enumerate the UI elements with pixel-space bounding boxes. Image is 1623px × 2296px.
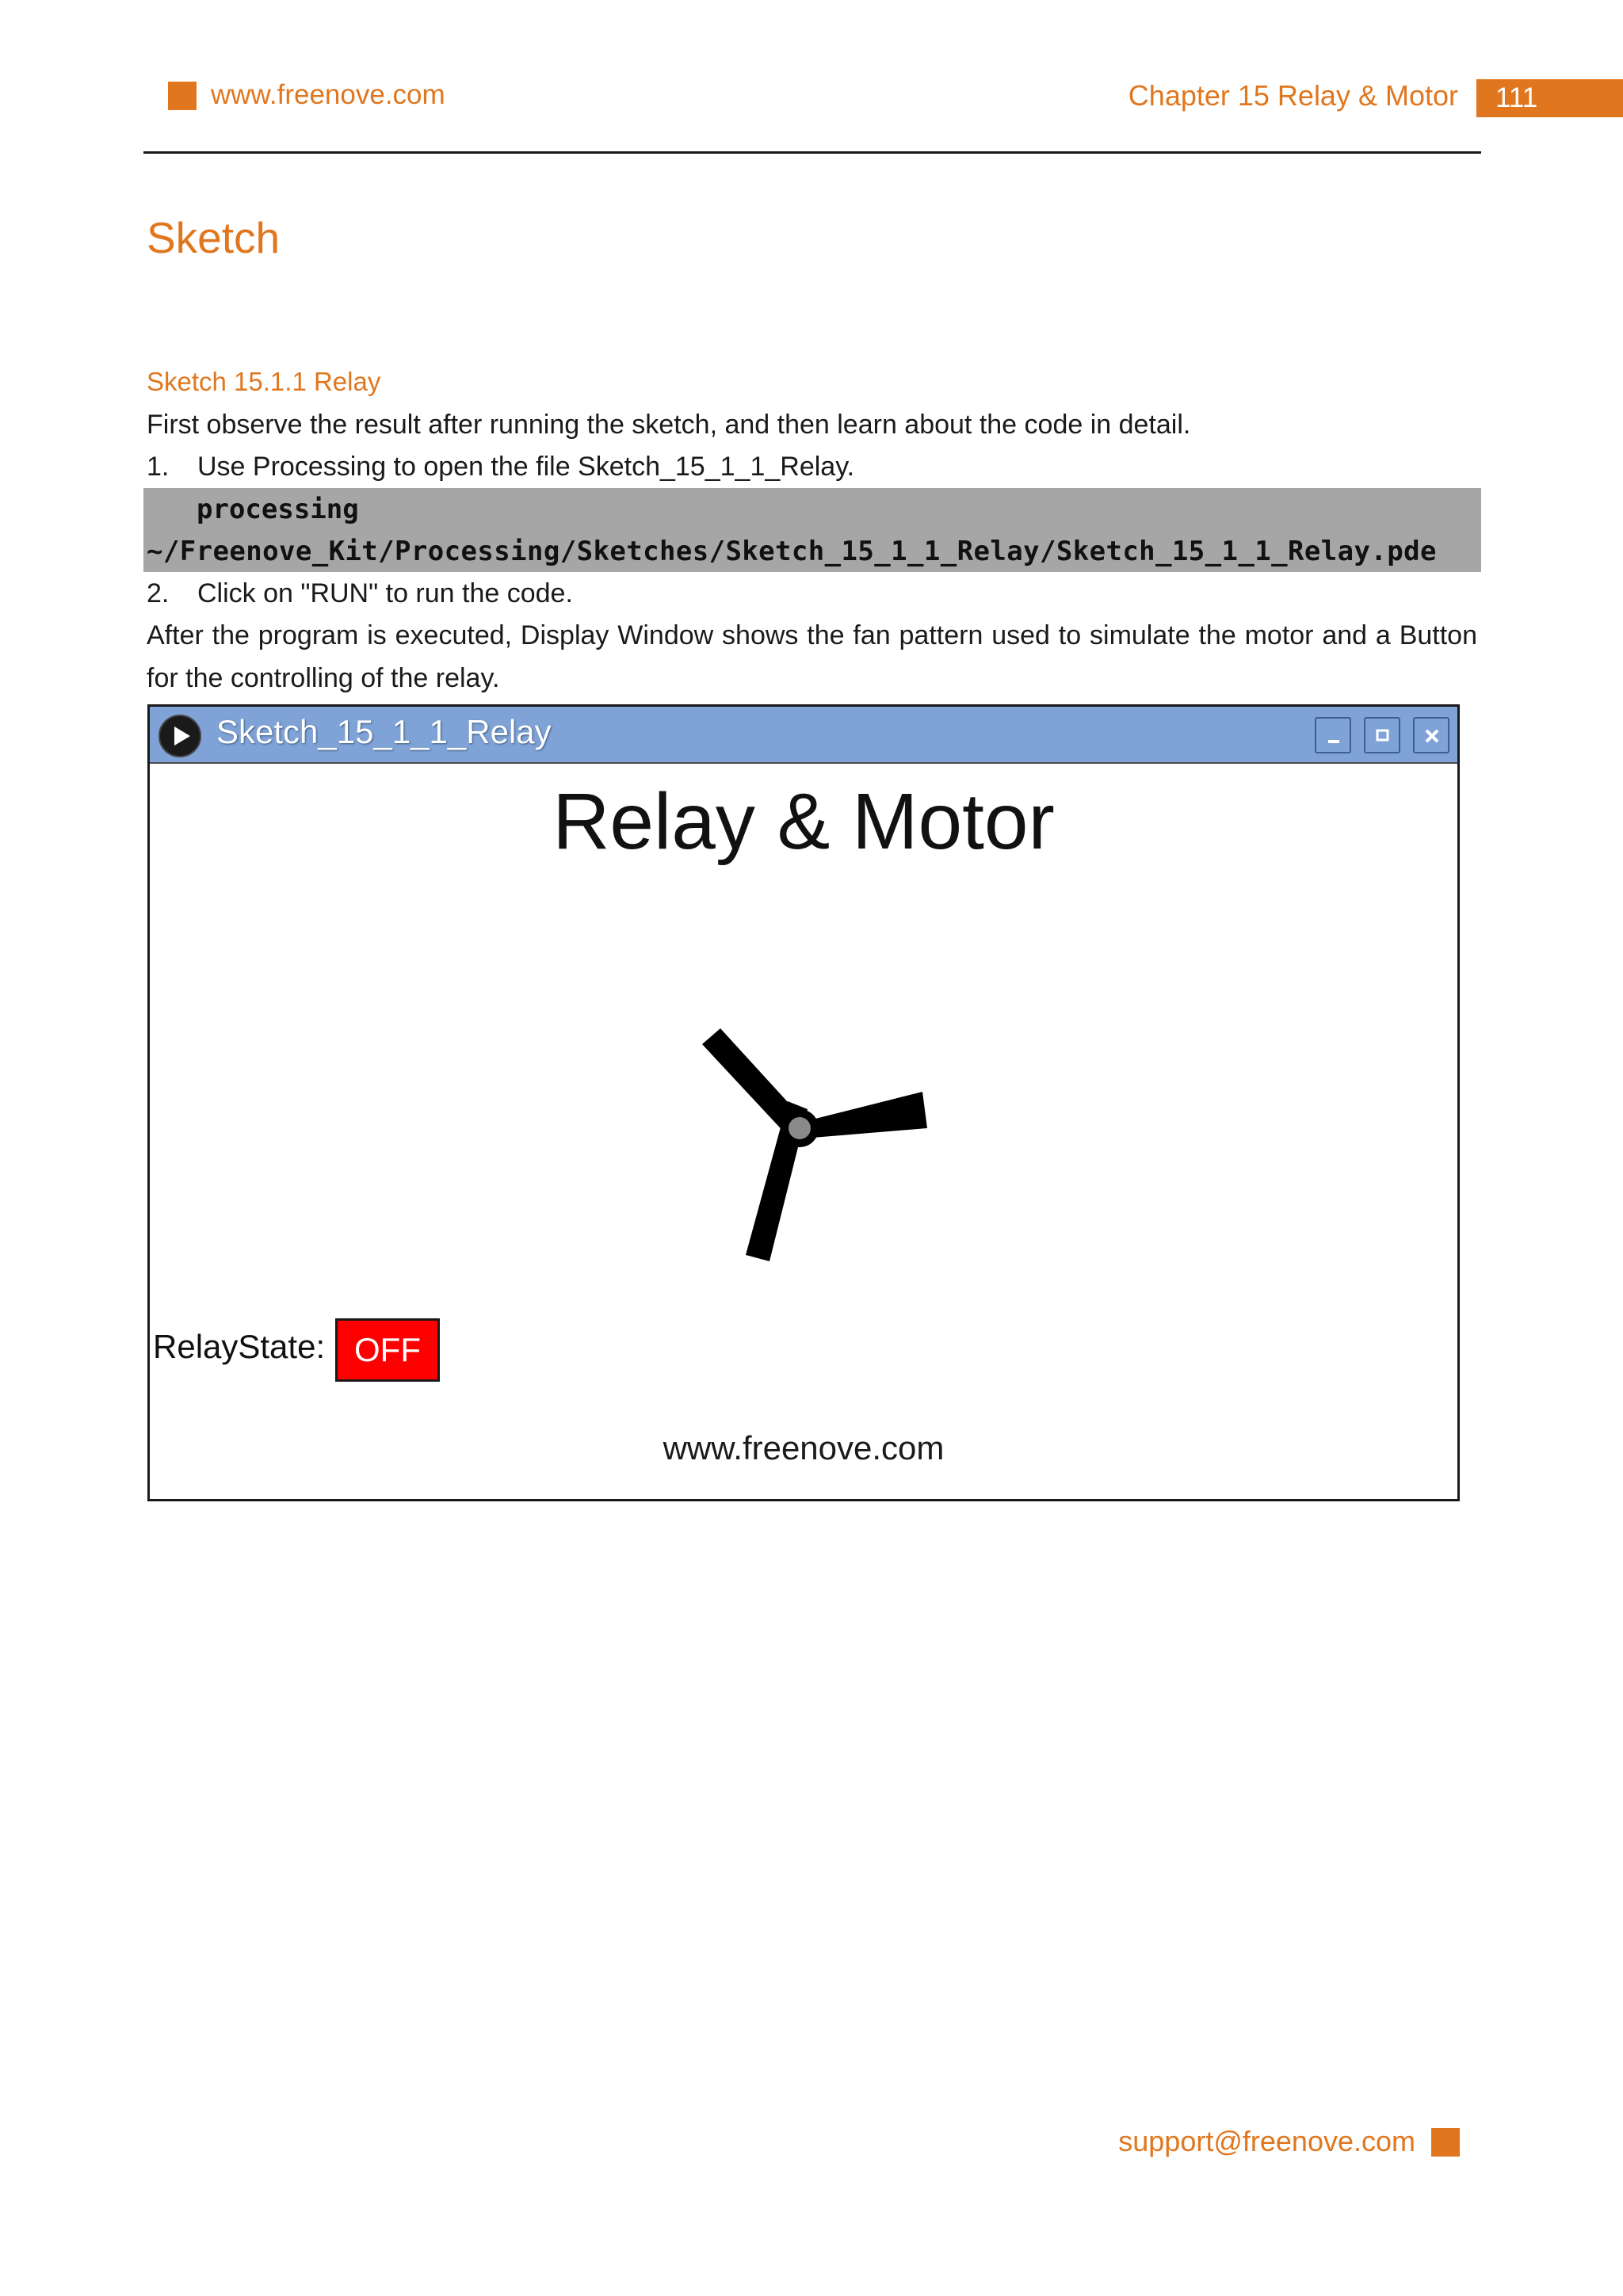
step-item bbox=[147, 445, 854, 488]
canvas-title: Relay & Motor bbox=[552, 777, 1055, 866]
maximize-button[interactable] bbox=[1364, 717, 1400, 753]
close-button[interactable] bbox=[1413, 717, 1449, 753]
header-accent-square bbox=[168, 82, 197, 110]
close-icon bbox=[1415, 719, 1451, 755]
minimize-icon bbox=[1316, 719, 1353, 755]
fan-icon bbox=[625, 944, 958, 1277]
header-divider bbox=[143, 151, 1481, 154]
app-window bbox=[147, 704, 1460, 1501]
window-titlebar[interactable] bbox=[150, 707, 1457, 764]
code-line: ~/Freenove_Kit/Processing/Sketches/Sketch_15_1_1_Relay/Sketch_15_1_1_Relay.pde bbox=[147, 536, 1437, 567]
step-number: 2. bbox=[147, 578, 170, 608]
code-line: processing bbox=[197, 494, 359, 525]
canvas-footer-text: www.freenove.com bbox=[663, 1429, 945, 1466]
step-number: 1. bbox=[147, 452, 170, 482]
sub-heading: Sketch 15.1.1 Relay bbox=[147, 367, 381, 396]
maximize-icon bbox=[1365, 719, 1402, 755]
window-title: Sketch_15_1_1_Relay bbox=[216, 713, 552, 750]
step-text: Click on "RUN" to run the code. bbox=[197, 578, 573, 608]
footer-email-link[interactable]: support@freenove.com bbox=[1118, 2125, 1415, 2157]
play-icon bbox=[158, 714, 202, 758]
section-heading: Sketch bbox=[147, 213, 281, 262]
step-item bbox=[147, 572, 573, 615]
page-number: 111 bbox=[1476, 79, 1623, 117]
header-site-link[interactable]: www.freenove.com bbox=[211, 79, 445, 110]
header-chapter-title: Chapter 15 Relay & Motor bbox=[1128, 79, 1458, 112]
minimize-button[interactable] bbox=[1315, 717, 1351, 753]
footer-accent-square bbox=[1431, 2128, 1460, 2157]
intro-paragraph: First observe the result after running the sketch, and then learn about the code in detail. bbox=[147, 410, 1191, 440]
relay-state-label: RelayState: bbox=[153, 1328, 326, 1365]
step-text: Use Processing to open the file Sketch_15_1_1_Relay. bbox=[197, 452, 855, 482]
relay-toggle-button[interactable]: OFF bbox=[335, 1318, 440, 1382]
description-paragraph: After the program is executed, Display Window shows the fan pattern used to simulate the motor and a Button for the controlling of the relay. bbox=[147, 620, 1477, 693]
